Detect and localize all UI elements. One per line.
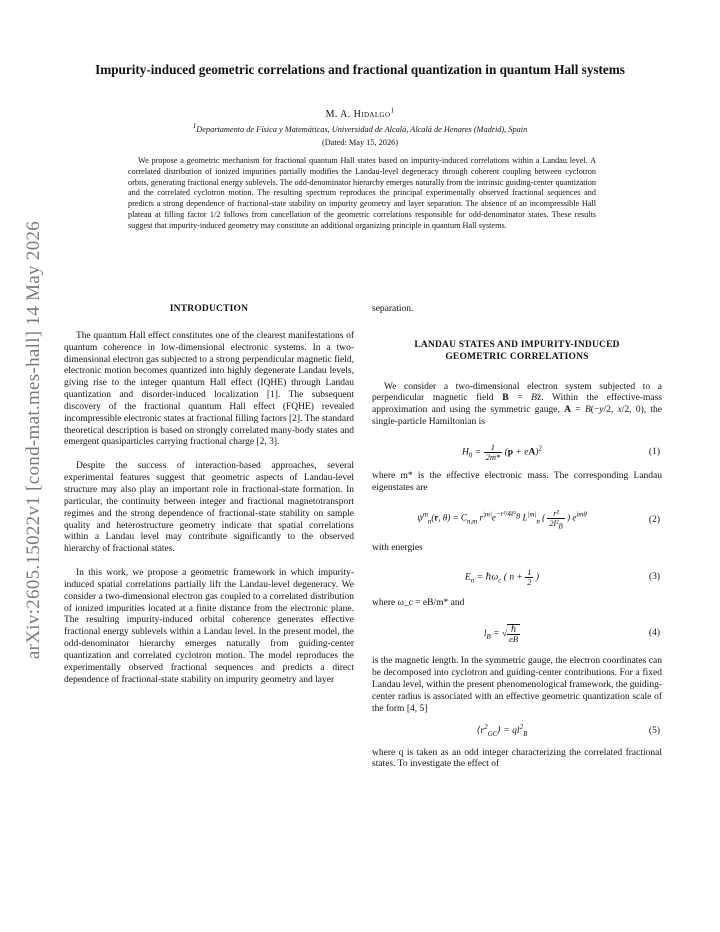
equation-4-number: (4) <box>648 628 660 639</box>
section-heading-landau-line1: LANDAU STATES AND IMPURITY-INDUCED <box>414 339 620 350</box>
equation-4: $l_B$ = √ $\frac{\text{ℏ}}{eB}$ (4) <box>483 624 660 645</box>
p1-text-a: We consider a two-dimensional electron system subjected to a perpendicular magnetic field <box>372 381 662 404</box>
landau-paragraph-3: with energies <box>372 542 423 553</box>
intro-paragraph-1: The quantum Hall effect constitutes one of the clearest manifestations of quantum coherence in low-dimensional electronic systems. In a two-dimensional electron gas subjected to a strong perpendicular magnetic field, electronic motion becomes quantized into highly degenerate Landau levels, giving rise to the integer quantum Hall effect (IQHE) through Landau quantization and disorder-induced localization [1]. The subsequent discovery of the fractional quantum Hall effect (FQHE) revealed incompressible electronic states at fractional filling factors [2]. The standard theoretical description is based on strongly correlated many-body states and emergent quasiparticles carrying fractional charge [2, 3]. <box>64 330 354 448</box>
landau-paragraph-2: where m* is the effective electronic mass. The corresponding Landau eigenstates are <box>372 470 662 493</box>
dated-line: (Dated: May 15, 2026) <box>321 138 399 147</box>
landau-paragraph-1: We consider a two-dimensional electron system subjected to a perpendicular magnetic field B = Bẑ. Within the effective-mass approximation and using the symmetric gauge, A = B(−y/2, x/2, 0), the single-particle Hamiltonian is <box>372 381 663 428</box>
equation-2: $\psi^m_n(r$, $\theta) = C_{n,m}$ $r^{|m|}e^{-r^2/4\ell^2_B}$ $L^{|m|}_n$ ( $\frac{\text{r²}}{2l^2_B}$ ) $e^{im\theta}$ (2) <box>417 507 660 531</box>
landau-paragraph-4: where ω_c = eB/m* and <box>372 598 465 609</box>
author-name: M. A. Hidalgo <box>325 109 391 120</box>
p1-text-b: . Within the effective-mass approximation and using the symmetric gauge, <box>372 393 663 416</box>
right-column <box>372 304 662 771</box>
equation-5: $⟨r^2_{GC}⟩ = ql^2_B$ (5) <box>476 722 660 738</box>
left-column <box>64 304 354 686</box>
author-affiliation-mark: 1 <box>390 106 395 115</box>
arxiv-sidebar-stamp <box>19 190 49 690</box>
equation-5-number: (5) <box>648 725 660 736</box>
author-line <box>60 106 660 120</box>
paper-title: Impurity-induced geometric correlations and fractional quantization in quantum Hall systems <box>95 62 625 77</box>
p1-text-c: , the single-particle Hamiltonian is <box>372 405 663 428</box>
landau-paragraph-6: where q is taken as an odd integer characterizing the correlated fractional states. To investigate the effect of <box>372 747 662 770</box>
abstract: We propose a geometric mechanism for fractional quantum Hall states based on impurity-induced correlations within a Landau level. A correlated distribution of ionized impurities partially modifies the Landau-level degeneracy through coherent coupling between cyclotron orbits, generating fractional energy sublevels. The odd-denominator hierarchy emerges naturally from the intrinsic guiding-center quantization and the correlated cyclotron motion. The resulting spectrum reproduces the principal experimentally observed fractional sequences and predicts a strong dependence of fractional-state stability on impurity geometry and layer separation. The absence of an incompressible Hall plateau at filling factor 1/2 follows from cancellation of the geometric correlations responsible for odd-denominator states. These results suggest that impurity-induced geometry may constitute an additional organizing principle in quantum Hall systems. <box>128 156 596 230</box>
continuation-text: separation. <box>372 304 414 314</box>
landau-paragraph-5: is the magnetic length. In the symmetric gauge, the electron coordinates can be decomposed into cyclotron and guiding-center contributions. For a fixed Landau level, within the present phenomenological framework, the guiding-center radius is associated with an effective geometric quantization scale of the form [4, 5] <box>372 656 662 714</box>
equation-3: $E_n$ = ℏω$_c$ ( n + $\frac{1}{2}$ ) (3) <box>464 567 660 588</box>
affiliation <box>60 122 660 134</box>
affiliation-mark: 1 <box>192 122 197 131</box>
equation-1: $H_0$ = $\frac{1}{2m*}$ (p + eA)$^2$ (1) <box>462 441 660 462</box>
affiliation-text: Departamento de Física y Matemáticas, Universidad de Alcalá, Alcalá de Henares (Madrid), Spain <box>196 125 528 134</box>
arxiv-id: arXiv:2605.15022v1 [cond-mat.mes-hall] 14 May 2026 <box>23 220 44 660</box>
equation-1-number: (1) <box>648 446 660 457</box>
section-heading-introduction: INTRODUCTION <box>169 304 249 314</box>
section-heading-landau-line2: GEOMETRIC CORRELATIONS <box>445 351 589 362</box>
intro-paragraph-3: In this work, we propose a geometric framework in which impurity-induced spatial correlations partially lift the Landau-level degeneracy. We consider a two-dimensional electron gas coupled to a correlated distribution of ionized impurities located at a finite distance from the electronic plane. The resulting impurity-induced orbital coherence generates effective fractional energy sublevels within a Landau level. In the present model, the odd-denominator hierarchy emerges naturally from guiding-center quantization and correlated cyclotron motion. The model reproduces the experimentally observed fractional sequences and predicts a direct dependence of fractional-state stability on impurity geometry and layer <box>64 568 354 685</box>
equation-2-number: (2) <box>648 514 660 525</box>
equation-3-number: (3) <box>648 572 660 583</box>
intro-paragraph-2: Despite the success of interaction-based approaches, several experimental features suggest that geometric aspects of Landau-level structure may also play an important role in fractional-state formation. In particular, the continuity between integer and fractional magnetotransport regimes and the strong dependence of fractional-state stability on sample quality and heterostructure geometry indicate that spatial correlations within a Landau level may contribute significantly to the observed hierarchy of fractional states. <box>64 461 354 555</box>
